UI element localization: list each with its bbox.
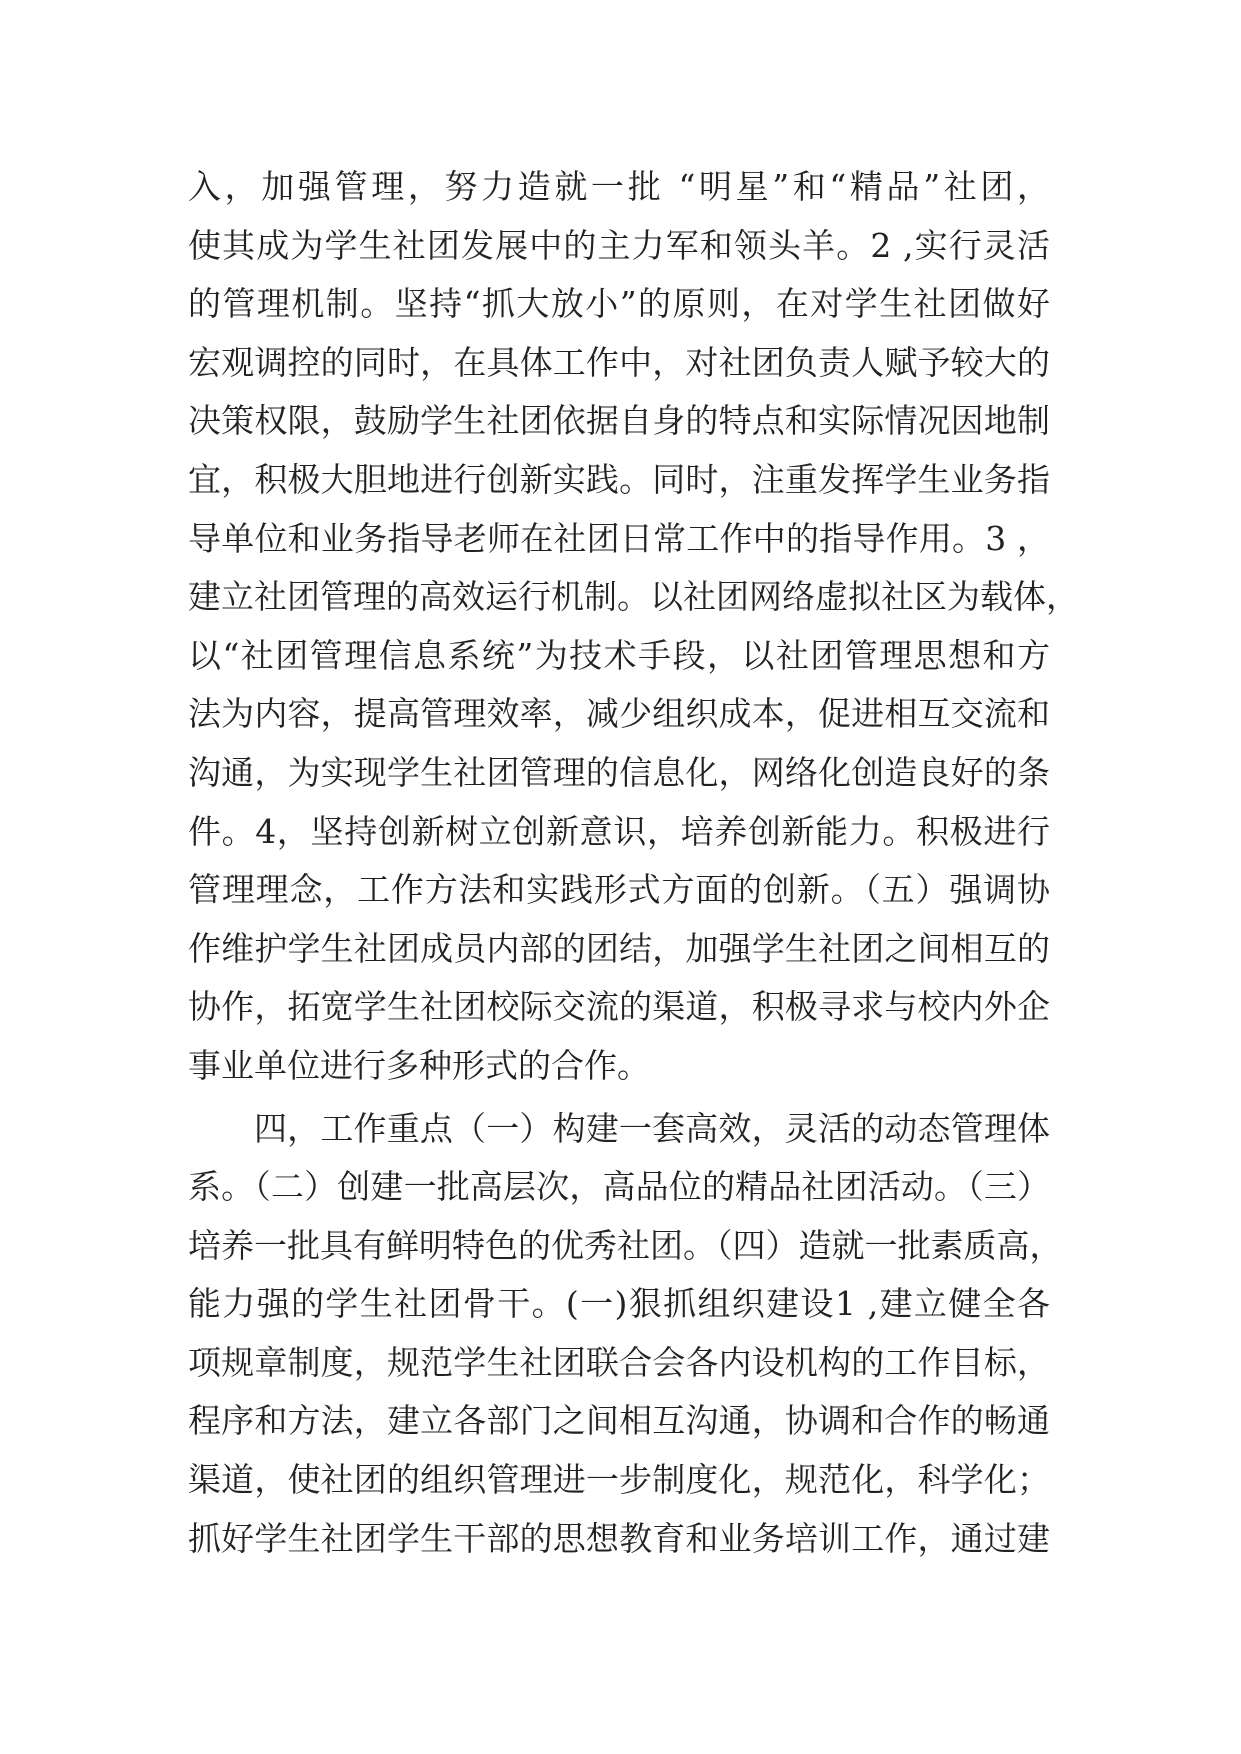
text-line: 事业单位进行多种形式的合作。 (188, 1045, 650, 1085)
paragraph (188, 1100, 1063, 1569)
text-line: 导单位和业务指导老师在社团日常工作中的指导作用。3 ， (188, 518, 1050, 558)
text-line: 渠道，使社团的组织管理进一步制度化，规范化，科学化； (188, 1460, 1050, 1500)
text-line: 作维护学生社团成员内部的团结，加强学生社团之间相互的 (188, 928, 1050, 968)
text-line: 宏观调控的同时，在具体工作中，对社团负责人赋予较大的 (188, 342, 1050, 382)
text-line: 系。（二）创建一批高层次，高品位的精品社团活动。（三） (188, 1167, 1050, 1207)
text-line: 培养一批具有鲜明特色的优秀社团。（四）造就一批素质高， (188, 1225, 1063, 1265)
text-line: 以“社团管理信息系统”为技术手段，以社团管理思想和方 (188, 635, 1050, 675)
text-line: 件。4，坚持创新树立创新意识，培养创新能力。积极进行 (188, 811, 1050, 851)
body-text (188, 158, 1079, 1568)
text-line: 入，加强管理，努力造就一批 “明星”和“精品”社团， (188, 167, 1050, 206)
text-line: 四，工作重点（一）构建一套高效，灵活的动态管理体 (254, 1108, 1050, 1148)
text-line: 管理理念，工作方法和实践形式方面的创新。（五）强调协 (188, 870, 1050, 910)
text-line: 能力强的学生社团骨干。(一)狠抓组织建设1 ,建立健全各 (188, 1284, 1050, 1324)
text-line: 项规章制度，规范学生社团联合会各内设机构的工作目标， (188, 1342, 1050, 1382)
text-line: 沟通，为实现学生社团管理的信息化，网络化创造良好的条 (188, 752, 1050, 792)
text-line: 的管理机制。坚持“抓大放小”的原则，在对学生社团做好 (188, 284, 1050, 324)
text-line: 程序和方法，建立各部门之间相互沟通，协调和合作的畅通 (188, 1401, 1050, 1441)
text-line: 建立社团管理的高效运行机制。以社团网络虚拟社区为载体， (188, 577, 1079, 617)
text-line: 法为内容，提高管理效率，减少组织成本，促进相互交流和 (188, 694, 1050, 734)
paragraph (188, 158, 1079, 1096)
text-line: 抓好学生社团学生干部的思想教育和业务培训工作，通过建 (188, 1518, 1050, 1558)
text-line: 宜，积极大胆地进行创新实践。同时，注重发挥学生业务指 (188, 459, 1050, 499)
text-line: 决策权限，鼓励学生社团依据自身的特点和实际情况因地制 (188, 401, 1050, 441)
text-line: 协作，拓宽学生社团校际交流的渠道，积极寻求与校内外企 (188, 987, 1050, 1027)
text-line: 使其成为学生社团发展中的主力军和领头羊。2 ,实行灵活 (188, 225, 1050, 265)
